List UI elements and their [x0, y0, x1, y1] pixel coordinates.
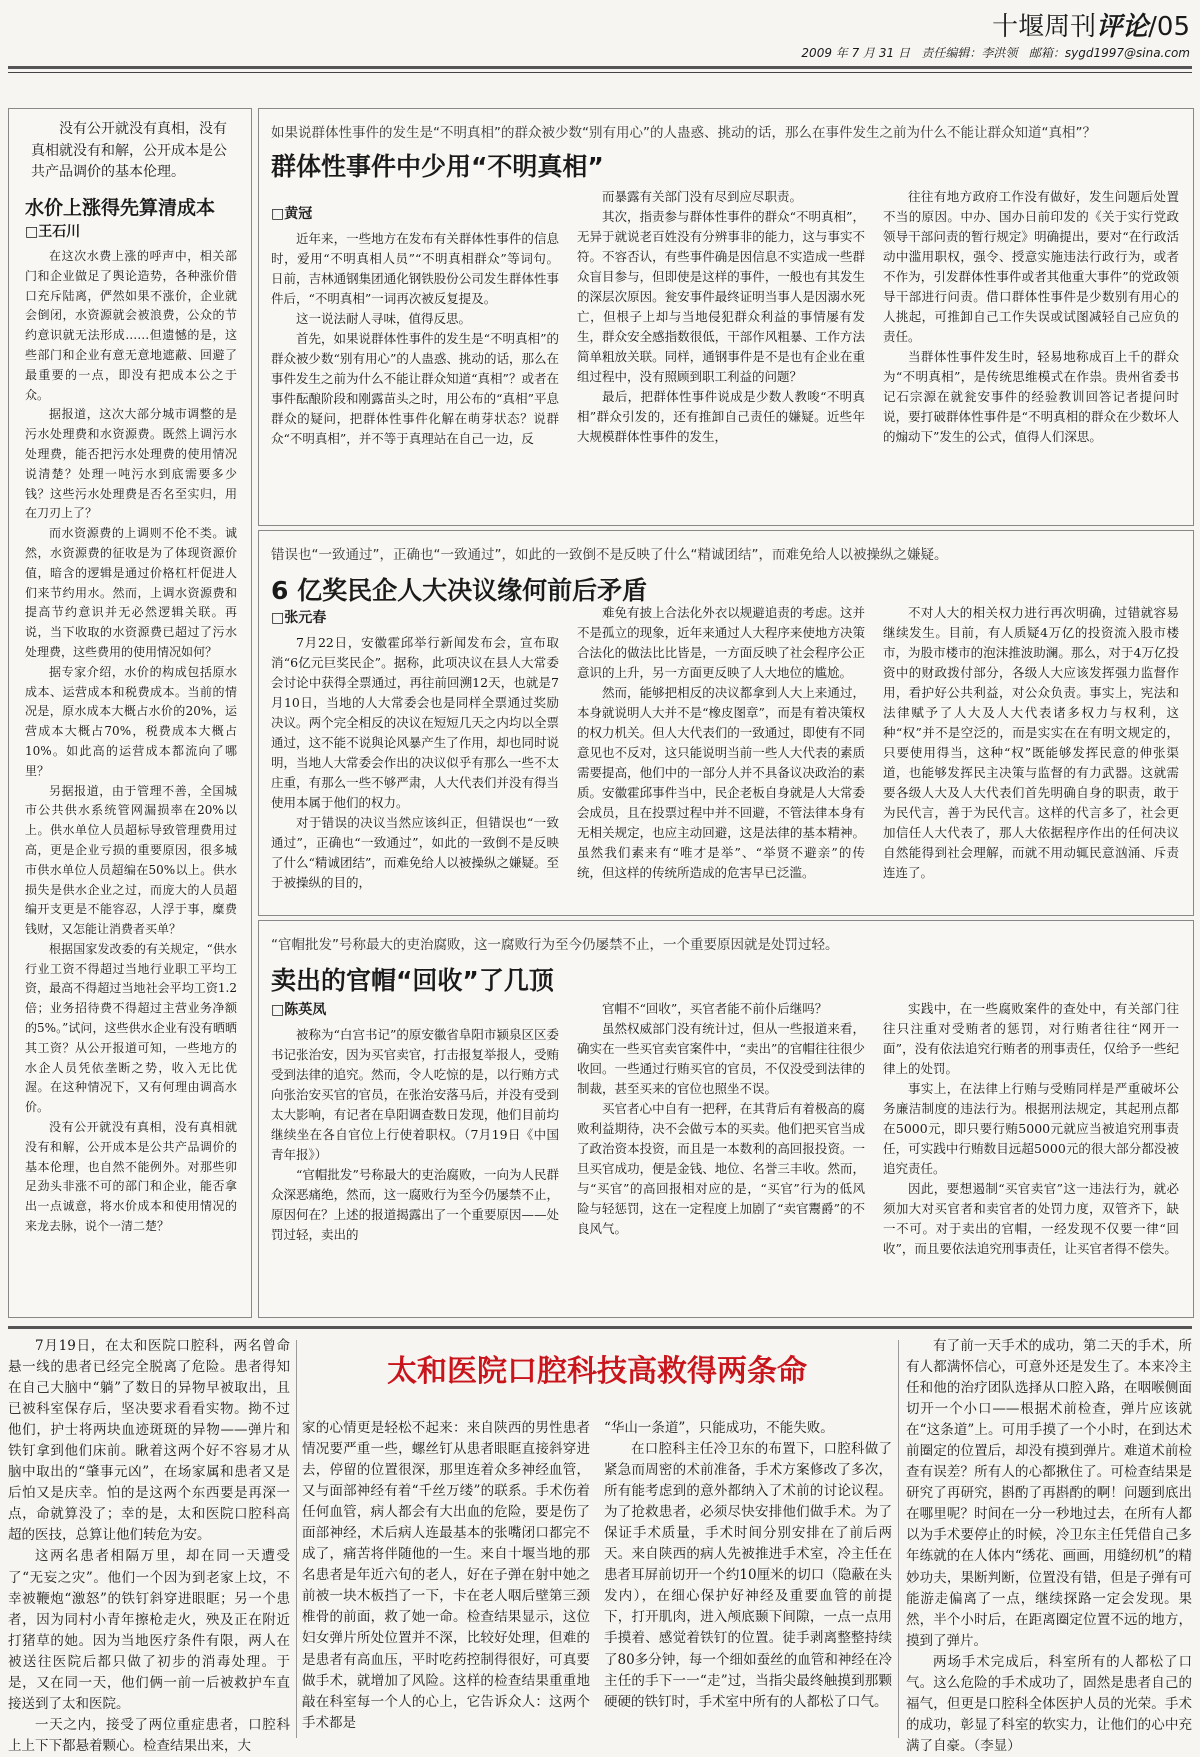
- article1-paragraph: 首先，如果说群体性事件的发生是“不明真相”的群众被少数“别有用心”的人蛊惑、挑动的话，那么在事件发生之前为什么不能让群众知道“真相”？或者在事件酝酿阶段和刚露苗头之时，用公布的“真相”平息群众的疑问，把群体性事件化解在萌芽状态？说群众“不明真相”，并不等于真理站在自己一边，反: [271, 331, 559, 446]
- sidebar-intro: 没有公开就没有真相，没有真相就没有和解，公开成本是公共产品调价的基本伦理。: [31, 121, 227, 181]
- article2-col3: [883, 603, 1179, 911]
- bottom-col1: [8, 1336, 290, 1754]
- article1-author: □黄冠: [271, 206, 313, 222]
- article1-title: 群体性事件中少用“不明真相”: [271, 152, 604, 181]
- bottom-paragraph: 一天之内，接受了两位重症患者，口腔科上上下下都悬着颗心。检查结果出来，大: [8, 1716, 290, 1754]
- article2-paragraph: 难免有披上合法化外衣以规避追责的考虑。这并不是孤立的现象，近年来通过人大程序来使地方决策合法化的做法比比皆是，一方面反映了社会程序公正意识的上升，另一方面更反映了人大地位的尴尬。: [577, 605, 865, 680]
- article1-paragraph: 最后，把群体性事件说成是少数人教唆“不明真相”群众引发的，还有推卸自己责任的嫌疑。近些年大规模群体性事件的发生，: [577, 389, 865, 444]
- sidebar-paragraph: 根据国家发改委的有关规定，“供水行业工资不得超过当地行业职工平均工资，最高不得超过当地社会平均工资1.2倍；业务招待费不得超过主营业务净额的5%。”试问，这些供水企业有没有晒晒其工资？从公开报道可知，一些地方的水企人员凭依垄断之势，收入无比优渥。在这种情况下，又有何理由调高水价。: [25, 941, 237, 1115]
- bottom-paragraph: 两场手术完成后，科室所有的人都松了口气。这么危险的手术成功了，固然是患者自己的福气，但更是口腔科全体医护人员的光荣。手术的成功，彰显了科室的软实力，让他们的心中充满了自豪。（李显）: [906, 1653, 1192, 1754]
- section-name: 评论: [1096, 12, 1149, 42]
- article3-col2: [577, 999, 865, 1313]
- article2-author: □张元春: [271, 610, 327, 626]
- bottom-paragraph: 在口腔科主任冷卫东的布置下，口腔科做了紧急而周密的术前准备，手术方案修改了多次，所有能考虑到的意外都纳入了术前的讨论议程。为了抢救患者，必须尽快安排他们做手术。为了保证手术质量，手术时间分别安排在了前后两天。来自陕西的病人先被推进手术室，冷主任在患者耳屏前切开一个约10厘米的切口（隐蔽在头发内），在细心保护好神经及重要血管的前提下，打开肌肉，进入颅底颞下间隙，一点一点用手摸着、感觉着铁钉的位置。徒手剥离整整持续了80多分钟，每一个细如蚕丝的血管和神经在冷主任的手下一一“走”过，当指尖最终触摸到那颗硬硬的铁钉时，手术室中所有的人都松了口气。: [604, 1441, 892, 1710]
- article3-box: [258, 920, 1194, 1318]
- sidebar-paragraph: 据报道，这次大部分城市调整的是污水处理费和水资源费。既然上调污水处理费，能否把污水处理费的使用情况说清楚？处理一吨污水到底需要多少钱？这些污水处理费是否名至实归，用在刀刃上了？: [25, 407, 237, 521]
- article1-col3: [883, 187, 1179, 521]
- article2-col1: [271, 633, 559, 911]
- sidebar-box: [8, 108, 252, 1318]
- article3-paragraph: 官帽不“回收”，买官者能不前仆后继吗？: [602, 1001, 828, 1016]
- sidebar-paragraph: 而水资源费的上调则不伦不类。诚然，水资源费的征收是为了体现资源价值，暗含的逻辑是通过价格杠杆促进人们来节约用水。然而，上调水资源费和提高节约意识并无必然逻辑关联。再说，当下收取的水资源费已超过了污水处理费，这些费用的使用情况如何？: [25, 526, 237, 659]
- sidebar-author: □王石川: [25, 224, 81, 240]
- article1-paragraph: 当群体性事件发生时，轻易地称成百上千的群众为“不明真相”，是传统思维模式在作祟。贵州省委书记石宗源在就瓮安事件的经验教训回答记者提问时说，要打破群体性事件是“不明真相的群众在少数坏人的煽动下”发生的公式，值得人们深思。: [883, 349, 1179, 444]
- bottom-col2: [302, 1418, 590, 1740]
- article1-paragraph: 而暴露有关部门没有尽到应尽职责。: [602, 189, 803, 204]
- header-rule: [8, 66, 1192, 69]
- article3-title: 卖出的官帽“回收”了几顶: [271, 966, 554, 995]
- sidebar-paragraph: 没有公开就没有真相，没有真相就没有和解，公开成本是公共产品调价的基本伦理，也自然不能例外。对那些卯足劲头非涨不可的部门和企业，能否拿出一点诚意，将水价成本和使用情况的来龙去脉，说个一清二楚？: [25, 1120, 237, 1234]
- article1-paragraph: 往往有地方政府工作没有做好，发生问题后处置不当的原因。中办、国办日前印发的《关于实行党政领导干部问责的暂行规定》明确提出，要对“在行政活动中滥用职权，强令、授意实施违法行政行为，或者不作为，引发群体性事件或者其他重大事件”的党政领导干部进行问责。借口群体性事件是少数别有用心的人挑起，可推卸自己工作失误或试图减轻自己应负的责任。: [883, 189, 1179, 344]
- masthead: [992, 6, 1190, 43]
- issue-info: [801, 44, 1190, 61]
- article2-paragraph: 对于错误的决议当然应该纠正，但错误也“一致通过”，正确也“一致通过”，如此的一致倒不是反映了什么“精诚团结”，而难免给人以被操纵之嫌疑。至于被操纵的目的，: [271, 815, 559, 890]
- article3-col1: [271, 1025, 559, 1313]
- article1-paragraph: 近年来，一些地方在发布有关群体性事件的信息时，爱用“不明真相人员”“不明真相群众”等词句。日前，吉林通钢集团通化钢铁股份公司发生群体性事件后，“不明真相”一词再次被反复提及。: [271, 231, 559, 306]
- sidebar-paragraph: 另据报道，由于管理不善，全国城市公共供水系统管网漏损率在20%以上。供水单位人员超标导致管理费用过高，更是企业亏损的重要原因，很多城市供水单位人员超编在50%以上。供水损失是供水企业之过，而庞大的人员超编开支更是不能容忍，人浮于事，糜费钱财，又怎能让消费者买单？: [25, 783, 237, 937]
- section-rule: [8, 1326, 1192, 1329]
- header-rule-thin: [8, 72, 1192, 73]
- bottom-paragraph: 这两名患者相隔万里，却在同一天遭受了“无妄之灾”。他们一个因为到老家上坟，不幸被鞭炮“激怒”的铁钉斜穿进眼眶；另一个患者，因为同村小青年擦枪走火，殃及正在附近打猪草的她。因为当地医疗条件有限，两人在被送往医院后都只做了初步的消毒处理。于是，又在同一天，他们俩一前一后被救护车直接送到了太和医院。: [8, 1548, 290, 1712]
- sidebar-body: [25, 247, 237, 1309]
- article2-title: 6 亿奖民企人大决议缘何前后矛盾: [271, 576, 648, 605]
- bottom-title: 太和医院口腔科技高救得两条命: [387, 1354, 807, 1389]
- article3-paragraph: 因此，要想遏制“买官卖官”这一违法行为，就必须加大对买官者和卖官者的处罚力度，双管齐下，缺一不可。对于卖出的官帽，一经发现不仅要一律“回收”，而且要依法追究刑事责任，让买官者得不偿失。: [883, 1181, 1179, 1256]
- article2-kicker: 错误也“一致通过”，正确也“一致通过”，如此的一致倒不是反映了什么“精诚团结”，而难免给人以被操纵之嫌疑。: [271, 547, 948, 563]
- article1-col1: [271, 229, 559, 521]
- article2-paragraph: 7月22日，安徽霍邱举行新闻发布会，宣布取消“6亿元巨奖民企”。据称，此项决议在县人大常委会讨论中获得全票通过，再往前回溯12天，也就是7月10日，当地的人大常委会也是同样全票通过奖励决议。两个完全相反的决议在短短几天之内均以全票通过，这不能不说與论风暴产生了作用，却也同时说明，当地人大常委会作出的决议似乎有那么一些不太庄重，有那么一些不够严肃，人大代表们并没有得当使用本属于他们的权力。: [271, 635, 559, 810]
- sidebar-paragraph: 据专家介绍，水价的构成包括原水成本、运营成本和税费成本。当前的情况是，原水成本大概占水价的20%，运营成本大概占70%，税费成本大概占10%。如此高的运营成本都流向了哪里？: [25, 664, 237, 778]
- bottom-col4: [906, 1336, 1192, 1754]
- article3-paragraph: 实践中，在一些腐败案件的查处中，有关部门往往只注重对受贿者的惩罚，对行贿者往往“网开一面”，没有依法追究行贿者的刑事责任，仅给予一些纪律上的处罚。: [883, 1001, 1179, 1076]
- bottom-paragraph: 有了前一天手术的成功，第二天的手术，所有人都满怀信心，可意外还是发生了。本来冷主任和他的治疗团队选择从口腔入路，在咽喉侧面切开一个小口——根据术前检查，弹片应该就在“这条道”上。可用手摸了一个小时，在到达术前圈定的位置后，却没有摸到弹片。难道术前检查有误差？所有人的心都揪住了。可检查结果是研究了再研究，斟酌了再斟酌的啊！问题到底出在哪里呢？时间在一分一秒地过去，在所有人都以为手术要停止的时候，冷卫东主任凭借自己多年练就的在人体内“绣花、画画，用缝纫机”的精妙功夫，果断判断，位置没有错，但是子弹有可能游走偏离了一点，继续探路一定会发现。果然，半个小时后，在距离圈定位置不远的地方，摸到了弹片。: [906, 1338, 1192, 1649]
- article3-paragraph: 虽然权威部门没有统计过，但从一些报道来看，确实在一些买官卖官案件中，“卖出”的官帽往往很少收回。一些通过行贿买官的官员，不仅没受到法律的制裁，甚至买来的官位也照坐不误。: [577, 1021, 865, 1096]
- article1-kicker: 如果说群体性事件的发生是“不明真相”的群众被少数“别有用心”的人蛊惑、挑动的话，那么在事件发生之前为什么不能让群众知道“真相”？: [271, 125, 1096, 141]
- email: 邮箱：sygd1997@sina.com: [1028, 46, 1190, 60]
- sidebar-title: 水价上涨得先算清成本: [25, 197, 216, 219]
- page-number: /05: [1148, 12, 1190, 42]
- bottom-col3: [604, 1418, 892, 1740]
- article1-box: [258, 108, 1194, 526]
- article1-paragraph: 其次，指责参与群体性事件的群众“不明真相”，无异于就说老百姓没有分辨事非的能力，这与事实不符。不容否认，有些事件确是因信息不实造成一些群众盲目参与，但即使是这样的事件，一般也有其发生的深层次原因。瓮安事件最终证明当事人是因溺水死亡，但根子上却与当地侵犯群众利益的事情屡有发生，群众安全感指数很低，干部作风粗暴、工作方法简单粗放关联。同样，通钢事件是不是也有企业在重组过程中，没有照顾到职工利益的问题？: [577, 209, 865, 384]
- article3-paragraph: 事实上，在法律上行贿与受贿同样是严重破坏公务廉洁制度的违法行为。根据刑法规定，其起刑点都在5000元，即只要行贿5000元就应当被追究刑事责任，可实践中行贿数目远超5000元的很大部分都没被追究责任。: [883, 1081, 1179, 1176]
- paper-name: 十堰周刊: [992, 12, 1097, 42]
- article2-paragraph: 然而，能够把相反的决议都拿到人大上来通过，本身就说明人大并不是“橡皮图章”，而是有着决策权的权力机关。但人大代表们的一致通过，即使有不同意见也不反对，这只能说明当前一些人大代表的素质需要提高，他们中的一部分人并不具备议决政治的素质。安徽霍邱事件当中，民企老板自身就是人大常委会成员，且在投票过程中并不回避，不管法律本身有无相关规定，也应主动回避，这是法律的基本精神。虽然我们素来有“唯才是举”、“举贤不避亲”的传统，但这样的传统所造成的危害早已泛滥。: [577, 685, 865, 880]
- issue-date: 2009 年 7 月 31 日: [801, 46, 910, 60]
- article1-paragraph: 这一说法耐人寻味，值得反思。: [296, 311, 472, 326]
- sidebar-paragraph: 在这次水费上涨的呼声中，相关部门和企业做足了舆论造势，各种涨价借口充斥陆离，俨然如果不涨价，企业就会倒闭，水资源就会被浪费，公众的节约意识就无法形成……但遗憾的是，这些部门和企业有意无意地遮蔽、回避了最重要的一点，即没有把成本公之于众。: [25, 249, 237, 402]
- bottom-paragraph: 家的心情更是轻松不起来：来自陕西的男性患者情况要严重一些，螺丝钉从患者眼眶直接斜穿进去，停留的位置很深，那里连着众多神经血管，又与面部神经有着“千丝万缕”的联系。手术伤着任何血管，病人都会有大出血的危险，要是伤了面部神经，术后病人连最基本的张嘴闭口都完不成了，痛苦将伴随他的一生。来自十堰当地的那名患者是年近六旬的老人，好在子弹在射中她之前被一块木板挡了一下，卡在老人咽后壁第三颈椎骨的前面，救了她一命。检查结果显示，这位妇女弹片所处位置并不深，比较好处理，但难的是患者有高血压，平时吃药控制得很好，可真要做手术，就增加了风险。这样的检查结果重重地敲在科室每一个人的心上，它告诉众人：这两个手术都是: [302, 1420, 590, 1731]
- bottom-paragraph: 7月19日，在太和医院口腔科，两名曾命悬一线的患者已经完全脱离了危险。患者得知在自己大脑中“躺”了数日的异物早被取出，且已被科室保存后，坚决要求看看实物。拗不过他们，护士将两块血迹斑斑的异物——弹片和铁钉拿到他们床前。瞅着这两个好不容易才从脑中取出的“肇事元凶”，在场家属和患者又是后怕又是庆幸。怕的是这两个东西要是再深一点，命就算没了；幸的是，太和医院口腔科高超的医技，总算让他们转危为安。: [8, 1338, 290, 1544]
- column-divider: [296, 1340, 297, 1738]
- column-divider: [898, 1340, 899, 1738]
- article3-col3: [883, 999, 1179, 1313]
- editor: 责任编辑：李洪领: [921, 46, 1018, 60]
- article2-paragraph: 不对人大的相关权力进行再次明确，过错就容易继续发生。目前，有人质疑4万亿的投资流入股市楼市，为股市楼市的泡沫推波助澜。那么，对于4万亿投资中的财政拨付部分，各级人大应该发挥强力监督作用，看护好公共利益，对公众负责。事实上，宪法和法律赋予了人大及人大代表诸多权力与权利，这种“权”并不是空泛的，而是实实在在有明文规定的，只要使用得当，这种“权”既能够发挥民意的伸张渠道，也能够发挥民主决策与监督的有力武器。这就需要各级人大及人大代表们首先明确自身的职责，敢于为民代言，善于为民代言。这样的代言多了，社会更加信任人大代表了，那人大依据程序作出的任何决议自然能得到社会理解，而就不用动辄民意汹涌、斥责连连了。: [883, 605, 1179, 880]
- bottom-paragraph: “华山一条道”，只能成功，不能失败。: [604, 1420, 834, 1436]
- article3-author: □陈英凤: [271, 1002, 327, 1018]
- article1-col2: [577, 187, 865, 521]
- article2-col2: [577, 603, 865, 911]
- article3-paragraph: “官帽批发”号称最大的吏治腐败，一向为人民群众深恶痛绝，然而，这一腐败行为至今仍屡禁不止，原因何在？上述的报道揭露出了一个重要原因——处罚过轻，卖出的: [271, 1167, 559, 1242]
- page-header: [0, 0, 1200, 64]
- article3-paragraph: 买官者心中自有一把秤，在其背后有着极高的腐败利益期待，决不会做亏本的买卖。他们把买官当成了政治资本投资，而且是一本数利的高回报投资。一旦买官成功，便是金钱、地位、名誉三丰收。然而，与“买官”的高回报相对应的是，“买官”行为的低风险与轻惩罚，这在一定程度上加剧了“卖官鬻爵”的不良风气。: [577, 1101, 865, 1236]
- article2-box: [258, 530, 1194, 916]
- article3-kicker: “官帽批发”号称最大的吏治腐败，这一腐败行为至今仍屡禁不止，一个重要原因就是处罚过轻。: [271, 937, 839, 953]
- article3-paragraph: 被称为“白宫书记”的原安徽省阜阳市颍泉区区委书记张治安，因为买官卖官，打击报复举报人，受贿受到法律的追究。然而，令人吃惊的是，以行贿方式向张治安买官的官员，在张治安落马后，并没有受到太大影响，有记者在阜阳调查数日发现，他们目前均继续坐在各自官位上行使着职权。（7月19日《中国青年报》）: [271, 1027, 559, 1162]
